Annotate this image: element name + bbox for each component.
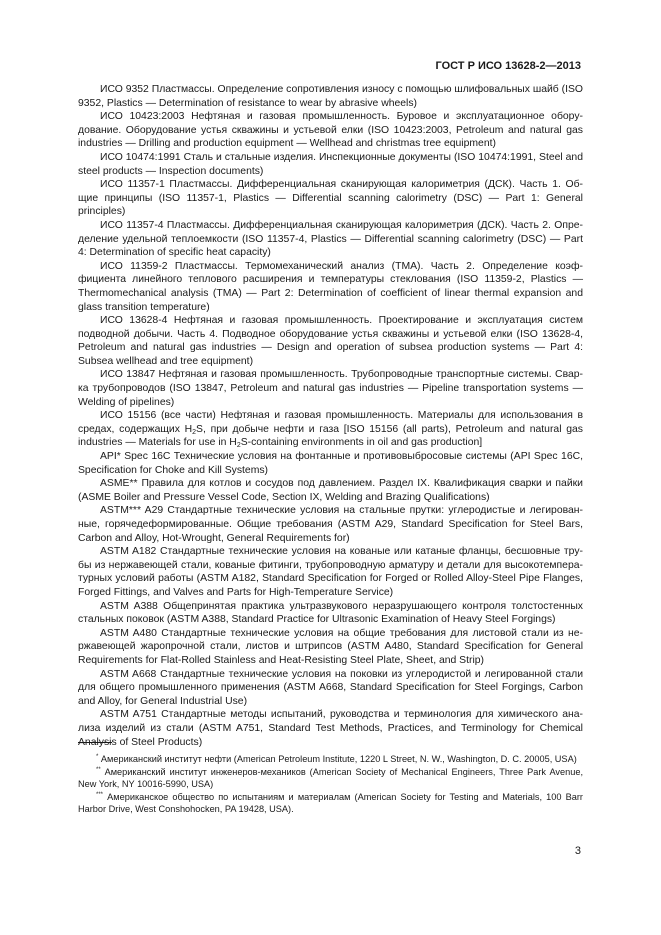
reference-paragraph: ИСО 13628-4 Нефтяная и газовая промышленность. Проектирование и эксплуатация систем подводной добычи. Часть 4. Подводное оборудование устья скважины и устьевой елки (ISO 13628-4, Petroleum and natural gas industries — Design and operation of subsea production systems — Part 4: Subsea wellhead and tree equipment) — [78, 315, 583, 367]
reference-paragraph: ИСО 9352 Пластмассы. Определение сопротивления износу с помощью шлифовальных шайб (ISO 9352, Plastics — Determination of resistance to wear by abrasive wheels) — [78, 84, 583, 109]
reference-text-part: S-containing environments in oil and gas production] — [240, 437, 483, 449]
footnote-marker: *** — [96, 792, 104, 798]
reference-paragraph: ASTM A182 Стандартные технические условия на кованые или катаные фланцы, бесшовные трубы из нержавеющей стали, кованые фитинги, трубопроводную арматуру и детали для высокотемпературных условий работы (ASTM A182, Standard Specification for Forged or Rolled Alloy-Steel Pipe Flanges, Forged Fittings, and Valves and Parts for High-Temperature Service) — [78, 546, 583, 598]
reference-text-part: ИСО 15156 (все части) Нефтяная и газовая промышленность. Материалы для использования в средах, содержащих H — [78, 410, 583, 435]
footnote-text: Американский институт нефти (American Petroleum Institute, 1220 L Street, N. W., Washington, D. C. 20005, USA) — [100, 754, 577, 764]
footnote — [78, 753, 583, 765]
reference-paragraph: ИСО 11357-1 Пластмассы. Дифференциальная сканирующая калориметрия (ДСК). Часть 1. Общие принципы (ISO 11357-1, Plastics — Differential scanning calorimetry (DSC) — Part 1: General principles) — [78, 179, 583, 218]
footnote-text: Американский институт инженеров-механиков (American Society of Mechanical Engineers, Three Park Avenue, New York, NY 10016-5990, USA) — [78, 767, 583, 789]
footnote — [78, 791, 583, 815]
reference-paragraph: ASTM A388 Общепринятая практика ультразвукового неразрушающего контроля толстостенных стальных поковок (ASTM A388, Standard Practice for Ultrasonic Examination of Heavy Steel Forgings) — [78, 600, 583, 626]
reference-paragraph: ИСО 11357-4 Пластмассы. Дифференциальная сканирующая калориметрия (ДСК). Часть 2. Определение удельной теплоемкости (ISO 11357-4, Plastics — Differential scanning calorimetry (DSC) — Part 4: Determination of specific heat capacity) — [78, 219, 583, 259]
footnotes — [78, 753, 583, 816]
subscript: 2 — [236, 442, 241, 450]
normative-references — [78, 83, 583, 749]
footnote-marker: * — [96, 754, 99, 760]
page-number: 3 — [574, 845, 581, 857]
footnote-text: Американское общество по испытаниям и материалам (American Society for Testing and Materials, 100 Barr Harbor Drive, West Conshohocken, PA 19428, USA). — [78, 792, 583, 814]
reference-paragraph-iso15156 — [78, 409, 583, 450]
standard-header: ГОСТ Р ИСО 13628-2—2013 — [435, 60, 581, 72]
reference-paragraph: ИСО 11359-2 Пластмассы. Термомеханический анализ (ТМА). Часть 2. Определение коэффициента линейного теплового расширения и температуры стеклования (ISO 11359-2, Plastics — Thermomechanical analysis (TMA) — Part 2: Determination of coefficient of linear thermal expansion and glass transition temperature) — [78, 260, 583, 313]
reference-paragraph: ASTM A480 Стандартные технические условия на общие требования для листовой стали из нержавеющей жаропрочной стали, листов и штрипсов (ASTM A480, Standard Specification for General Requirements for Flat-Rolled Stainless and Heat-Resisting Steel Plate, Sheet, and Strip) — [78, 627, 583, 666]
footnote — [78, 766, 583, 790]
footnote-marker: ** — [96, 767, 101, 773]
reference-text-part: S, при добыче нефти и газа [ISO 15156 (all parts), Petroleum and natural gas industries — Materials for use in H — [78, 423, 583, 449]
reference-paragraph: ASTM A751 Стандартные методы испытаний, руководства и терминология для химического анализа изделий из стали (ASTM A751, Standard Test Methods, Practices, and Terminology for Chemical Analysis of Steel Products) — [78, 709, 583, 748]
reference-paragraph: API* Spec 16C Технические условия на фонтанные и противовыбросовые системы (API Spec 16C, Specification for Choke and Kill Systems) — [78, 451, 583, 476]
subscript: 2 — [192, 428, 197, 436]
reference-paragraph: ИСО 10474:1991 Сталь и стальные изделия. Инспекционные документы (ISO 10474:1991, Steel and steel products — Inspection documents) — [78, 151, 583, 177]
reference-paragraph: ИСО 13847 Нефтяная и газовая промышленность. Трубопроводные транспортные системы. Сварка трубопроводов (ISO 13847, Petroleum and natural gas industries — Pipeline transportation systems — Welding of pipelines) — [78, 369, 583, 408]
reference-paragraph: ASME** Правила для котлов и сосудов под давлением. Раздел IX. Квалификация сварки и пайки (ASME Boiler and Pressure Vessel Code, Section IX, Welding and Brazing Qualifications) — [78, 478, 583, 503]
reference-paragraph: ASTM*** A29 Стандартные технические условия на стальные прутки: углеродистые и легированные, горячедеформированные. Общие требования (ASTM A29, Standard Specification for Steel Bars, Carbon and Alloy, Hot-Wrought, General Requirements for) — [78, 505, 583, 544]
footnote-divider — [78, 742, 112, 743]
reference-paragraph: ИСО 10423:2003 Нефтяная и газовая промышленность. Буровое и эксплуатационное оборудование. Оборудование устья скважины и устьевой елки (ISO 10423:2003, Petroleum and natural gas industries — Drilling and production equipment — Wellhead and christmas tree equipment) — [78, 111, 583, 150]
reference-paragraph: ASTM A668 Стандартные технические условия на поковки из углеродистой и легированной стали для общего промышленного применения (ASTM A668, Standard Specification for Steel Forgings, Carbon and Alloy, for General Industrial Use) — [78, 668, 583, 707]
